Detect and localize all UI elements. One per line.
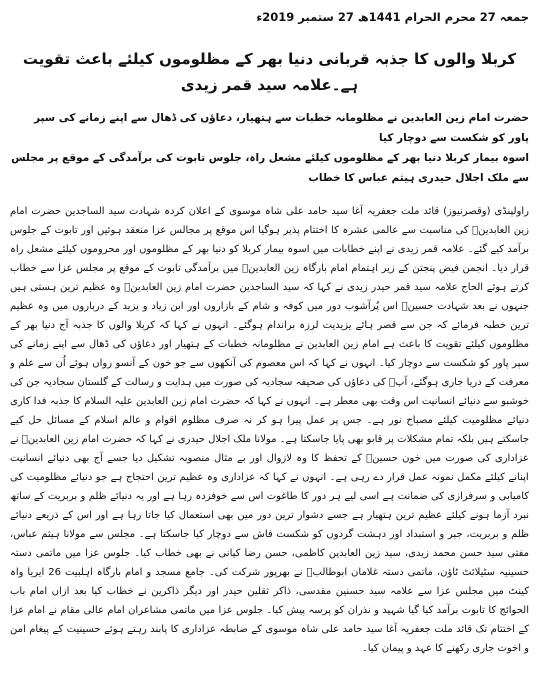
body-line: خوشبو سے دنیائے انسانیت اس وقت بھی معطر ہے۔ انہوں نے کہا کہ حضرت امام زین العابدین علیہ السلام کا جذبہ فدا کاری دنیائے مظلومیت کیلئے مصباح xyxy=(10,396,529,426)
subheading: حضرت امام زین العابدین نے مظلومانہ خطبات سے ہتھیار، دعاؤں کی ڈھال سے اپنے زمانے کی سپر پاور کو شکست سے دوچار کیا xyxy=(33,112,529,144)
body-line: جن سے قصر ہائے یزیدیت لرزہ براندام ہوگئے۔ انہوں نے کہا کہ کربلا والوں کا جذبہ آج دنیا بھر کے مظلوموں کیلئے تقویت کا باعث ہے امام زین العابدین xyxy=(10,320,529,350)
body-line: عزا سے علامہ سید حسنین مقدسی، ذاکر ثقلین حیدر اور دیگر ذاکرین نے خطاب کیا بعد ازاں امام باب الحوائج کا تابوت برآمد کیا گیا شہید و نذران کو پرسہ xyxy=(10,586,529,616)
body-line: کامیابی و سرفرازی کی ضمانت ہے اسی لیے ہر دور کا طاغوت اس سے خوفزدہ رہا ہے اور یہ دنیائے ظلم و بربریت کے ساتھ نبرد آزما ہونے کیلئے xyxy=(10,491,529,521)
article-body xyxy=(10,202,529,658)
body-line: راولپنڈی (وقصرنیوز) قائد ملت جعفریہ آغا سید حامد علی شاہ موسوی کے اعلان کردہ شہادت سید الساجدین حضرت امام زین العابدینؑ کی xyxy=(10,206,529,236)
body-line: نور ہے۔ جس پر عمل پیرا ہو کر نہ صرف مظلوم اقوام و عالم اسلام کے مسائل حل کیے جاسکتے ہیں بلکہ تمام مشکلات پر قابو بھی پایا جاسکتا ہے۔ مولانا ملک اجلال xyxy=(10,415,529,445)
headline: کربلا والوں کا جذبہ قربانی دنیا بھر کے مظلوموں کیلئے باعث تقویت ہے۔علامہ سید قمر زیدی xyxy=(22,50,517,94)
body-line: جلوس عزا میں ماتمی دستہ حسینیہ سٹیلائٹ ٹاؤن، ماتمی دستہ غلامان ابوطالبؑ نے بھرپور شرکت کی۔ جامع مسجد و امام بارگاہ اہلبیت 26 ایریا واہ کینٹ میں مجلس xyxy=(10,548,529,597)
body-line: دنیائے انسانیت اپنانے کیلئے مکمل نمونہ عمل قرار دے رہی ہے۔ انہوں نے کہا کہ عزاداری وہ عظیم ترین احتجاج ہے جو دنیائے مظلومیت کی xyxy=(10,453,529,483)
body-line: خطابات میں اسوہ بیمار کربلا کو دنیا بھر کے مظلوموں اور محروموں کیلئے مشعل راہ قرار دیا۔ انجمن فیض پنجتن کے زیر اہتمام امام بارگاہ زین العابدینؑ میں برآمدگی xyxy=(10,244,529,274)
body-line: پیش کیا۔ جلوس عزا میں ماتمی مشاعران امام عالی مقام نے امام عزا کے اختتام تک قائد ملت جعفریہ آغا سید حامد علی شاہ موسوی کے ضابطہ عزاداری کا پابند رہتے xyxy=(10,605,529,635)
body-line: ہستی ہیں جنہوں نے بعد شہادت حسینؑ اس پُرآشوب دور میں کوفہ و شام کے بازاروں اور ابن زیاد و یزید کے درباروں میں وہ عظیم ترین خطبہ فرمائے کہ xyxy=(10,282,529,331)
body-line: شکست فاش سے دوچار کیا جاسکتا ہے۔ مجلس سے مولانا ہیثم عباس، مفتی سید حسن محمد زیدی، سید زین العابدین کاظمی، حسن رضا کیانی نے بھی خطاب کیا۔ xyxy=(10,529,529,559)
body-line: تابوت کے موقع پر مجلس عزا سے خطاب کرتے ہوئے الحاج علامہ سید قمر حیدر زیدی نے کہا کہ سید الساجدین حضرت امام زین العابدینؑ وہ عظیم ترین xyxy=(10,263,529,293)
body-line: ہوئے حسینیت کے پیغام امن و اخوت جاری رکھنے کا عہد و پیمان کیا۔ xyxy=(10,624,529,654)
subheadings xyxy=(10,108,529,188)
body-line: نے مظلومانہ خطبات کے ہتھیار اور دعاؤں کی ڈھال سے اپنے زمانے کی سپر پاور کو شکست سے دوچار کیا۔ انہوں نے کہا کہ اس معصوم کی آنکھوں سے جو xyxy=(10,339,529,369)
body-line: خون کے آنسو رواں ہوئے اُن سے علم و معرفت کے دریا جاری ہوگئے، آپؑ کی دعاؤں کی صحیفہ سجادیہ کی صورت میں ہدایت و رسالت کے گلستان سجادیہ جن کی xyxy=(10,358,529,388)
body-line: مناسبت سے عالمی عشرہ کا اختتام پذیر ہوگیا اس موقع پر مجالس عزا منعقد ہوئیں اور تابوت کے جلوس برآمد کیے گئے۔ علامہ قمر زیدی نے اپنے xyxy=(10,225,529,255)
body-line: حیدری نے کہا کہ حضرت امام زین العابدینؑ نے عزاداری کی صورت میں خون حسینؑ کے تحفظ کا وہ لازوال اور بے مثال منصوبہ تشکیل دیا جسے آج بھی xyxy=(10,434,529,464)
date-line: جمعہ 27 محرم الحرام 1441ھ 27 ستمبر 2019ء xyxy=(256,10,529,24)
body-line: عظیم ترین ہتھیار ہے جسے دشوار ترین دور میں بھی استعمال کیا جاتا رہا ہے اور اس کے ذریعے دنیائے ظلم و بربریت، جبر و استبداد اور دہشت گردوں کو xyxy=(10,510,529,540)
subheading: اسوہ بیمار کربلا دنیا بھر کے مظلوموں کیلئے مشعل راہ، جلوس تابوت کی برآمدگی کے موقع پر مجلس سے ملک اجلال حیدری ہیثم عباس کا خطاب xyxy=(11,152,529,184)
